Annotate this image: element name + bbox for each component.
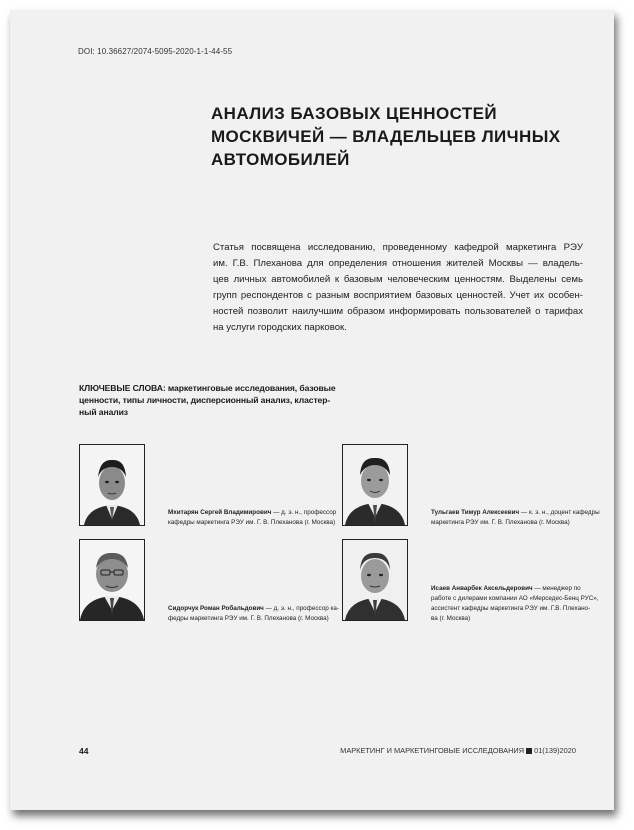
author-info: федры маркетинга РЭУ им. Г. В. Плеханова (г. Москва) [168, 615, 329, 622]
author-info: кафедры маркетинга РЭУ им. Г. В. Плеханова (г. Москва) [168, 519, 336, 526]
journal-name: МАРКЕТИНГ И МАРКЕТИНГОВЫЕ ИССЛЕДОВАНИЯ [340, 746, 525, 755]
abstract [213, 240, 583, 336]
author-info: — д. э. н., профессор [273, 509, 337, 516]
journal-issue: 01(139)2020 [534, 746, 576, 755]
author-caption [168, 604, 339, 624]
author-info: ассистент кафедры маркетинга РЭУ им. Г.В. Плехано- [431, 605, 591, 612]
author-photo [79, 444, 145, 526]
keywords-line: КЛЮЧЕВЫЕ СЛОВА: маркетинговые исследования, базовые [79, 383, 336, 393]
journal-page [10, 10, 614, 810]
title-line: АНАЛИЗ БАЗОВЫХ ЦЕННОСТЕЙ [211, 104, 497, 123]
abstract-line: на услуги городских парковок. [213, 322, 347, 333]
square-bullet-icon [526, 748, 532, 754]
author-info: работе с дилерами компании АО «Мерседес-Бенц РУС», [431, 595, 599, 602]
abstract-line: групп респондентов с разным восприятием базовых ценностей. Учет их особен- [213, 290, 583, 301]
keywords-line: ценности, типы личности, дисперсионный анализ, кластер- [79, 395, 331, 405]
author-name: Сидорчук Роман Робальдович [168, 605, 264, 612]
author-info: ва (г. Москва) [431, 615, 471, 622]
title-line: МОСКВИЧЕЙ — ВЛАДЕЛЬЦЕВ ЛИЧНЫХ [211, 127, 561, 146]
author-name: Исаев Анварбек Аксельдерович [431, 585, 533, 592]
author-name: Мхитарян Сергей Владимирович [168, 509, 272, 516]
title-line: АВТОМОБИЛЕЙ [211, 150, 350, 169]
portrait-icon [343, 445, 407, 525]
author-caption [431, 584, 599, 624]
author-info: — к. э. н., доцент кафедры [520, 509, 600, 516]
doi-label: DOI: 10.36627/2074-5095-2020-1-1-44-55 [78, 47, 233, 56]
keywords-line: ный анализ [79, 407, 128, 417]
keywords [79, 382, 336, 418]
author-info: — д. э. н., профессор ка- [265, 605, 339, 612]
abstract-line: Статья посвящена исследованию, проведенному кафедрой маркетинга РЭУ [213, 242, 583, 253]
page-number: 44 [79, 746, 89, 756]
author-photo [342, 444, 408, 526]
portrait-icon [80, 540, 144, 620]
author-photo [79, 539, 145, 621]
journal-footer [340, 746, 576, 755]
author-photo [342, 539, 408, 621]
author-caption [168, 508, 336, 528]
author-info: — менеджер по [534, 585, 581, 592]
portrait-icon [343, 540, 407, 620]
article-title [211, 102, 571, 171]
author-info: маркетинга РЭУ им. Г. В. Плеханова (г. Москва) [431, 519, 570, 526]
author-name: Тульгаев Тимур Алексеевич [431, 509, 520, 516]
abstract-line: им. Г.В. Плеханова для определения отношения жителей Москвы — владель- [213, 258, 583, 269]
author-caption [431, 508, 600, 528]
abstract-line: цев личных автомобилей к базовым человеческим ценностям. Выделены семь [213, 274, 583, 285]
portrait-icon [80, 445, 144, 525]
abstract-line: ностей позволит наилучшим образом информировать пользователей о тарифах [213, 306, 583, 317]
